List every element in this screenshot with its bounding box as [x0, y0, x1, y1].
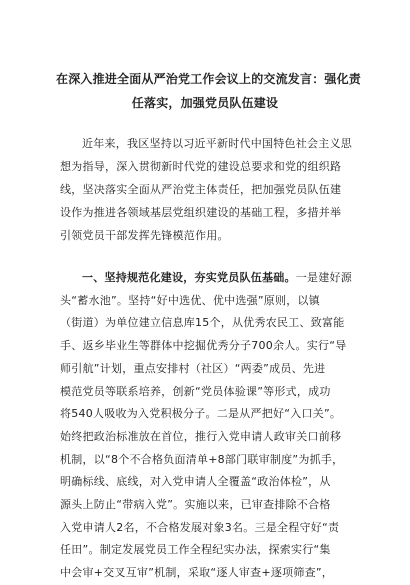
intro-line-5: 引领党员干部发挥先锋模范作用。: [60, 229, 229, 242]
intro-line-3: 线，坚决落实全面从严治党主体责任，把加强党员队伍建: [60, 183, 342, 196]
title-line-1: 在深入推进全面从严治党工作会议上的交流发言：强化责: [56, 72, 362, 86]
intro-line-4: 设作为推进各领域基层党组织建设的基础工程，多措并举: [60, 206, 342, 219]
section-1-line-2: 头“蓄水池”。坚持“好中选优、优中选强”原则，以镇: [60, 293, 321, 307]
section-1-line-4: 手、返乡毕业生等群体中挖掘优秀分子700余人。实行“导: [60, 339, 347, 353]
section-1-line-3: （街道）为单位建立信息库15个，从优秀农民工、致富能: [60, 316, 345, 330]
intro-paragraph: [60, 132, 356, 247]
intro-line-2: 想为指导，深入贯彻新时代党的建设总要求和党的组织路: [60, 160, 342, 173]
section-1-line-14: 中会审+交叉互审”机制，采取“逐人审查+逐项筛查”，: [60, 566, 334, 580]
title-line-2: 任落实，加强党员队伍建设: [131, 96, 279, 110]
section-1-heading: 一、坚持规范化建设，夯实党员队伍基础。: [82, 271, 296, 284]
section-1-first-line-rest: 一是建好源: [295, 271, 352, 284]
section-1-line-11: 源头上防止“带病入党”。实施以来，已审查排除不合格: [60, 498, 331, 512]
section-1-line-8: 始终把政治标准放在首位，推行入党申请人政审关口前移: [60, 429, 342, 443]
section-1-line-5: 师引航”计划，重点安排村（社区）“两委”成员、先进: [60, 361, 326, 375]
section-1-line-9: 机制，以“8个不合格负面清单+8部门联审制度”为抓手，: [60, 452, 344, 466]
section-1-line-7: 将540人吸收为入党积极分子。二是从严把好“入口关”。: [60, 407, 342, 421]
section-1-line-13: 任田”。制定发展党员工作全程纪实办法，探索实行“集: [60, 543, 331, 557]
document-title: [56, 67, 362, 115]
section-1-line-6: 模范党员等联系培养，创新“党员体验课”等形式，成功: [60, 384, 331, 398]
section-1-line-12: 入党申请人2名，不合格发展对象3名。三是全程守好“责: [60, 520, 340, 534]
section-1-first-line: [60, 267, 356, 290]
section-1-paragraph: [60, 267, 356, 585]
intro-line-1: 近年来，我区坚持以习近平新时代中国特色社会主义思: [82, 137, 352, 150]
section-1-line-10: 明确标线、底线，对入党申请人全覆盖“政治体检”，从: [60, 475, 331, 489]
